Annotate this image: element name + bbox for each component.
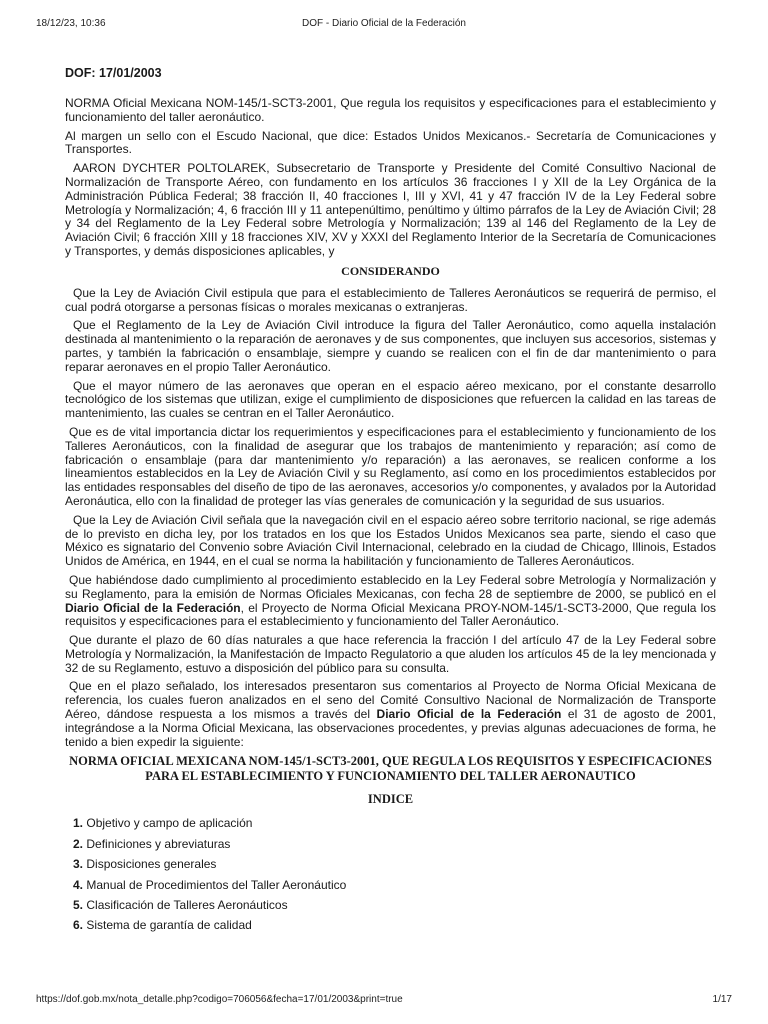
index-item bbox=[73, 919, 716, 933]
signatory-paragraph: AARON DYCHTER POLTOLAREK, Subsecretario de Transporte y Presidente del Comité Consultivo Nacional de Normalización de Transporte Aéreo, con fundamento en los artículos 36 fracciones I y XII de la Ley Orgánica de la Administración Pública Federal; 38 fracción II, 40 fracciones I, III y XVI, 41 y 47 fracción IV de la Ley Federal sobre Metrología y Normalización; 4, 6 fracción III y 11 antepenúltimo, penúltimo y último párrafos de la Ley de Aviación Civil; 28 y 34 del Reglamento de la Ley Federal sobre Metrología y Normalización; 139 al 146 del Reglamento de la Ley de Aviación Civil; 6 fracción XIII y 18 fracciones XIV, XV y XXXI del Reglamento Interior de la Secretaría de Comunicaciones y Transportes, y demás disposiciones aplicables, y bbox=[65, 161, 716, 258]
considerando-paragraph bbox=[65, 680, 716, 749]
index-item bbox=[73, 838, 716, 852]
print-page-title: DOF - Diario Oficial de la Federación bbox=[302, 18, 466, 29]
print-datetime: 18/12/23, 10:36 bbox=[36, 18, 106, 29]
index-label: Clasificación de Talleres Aeronáuticos bbox=[86, 898, 288, 913]
considerando-paragraph: Que es de vital importancia dictar los requerimientos y especificaciones para el establecimiento y funcionamiento de los Talleres Aeronáuticos, con la finalidad de asegurar que los trabajos de mantenimiento y reparación; así como de fabricación o ensamblaje (para dar mantenimiento y/o reparación) a las aeronaves, se realicen conforme a los lineamientos establecidos en la Ley de Aviación Civil y su Reglamento, así como en los procedimientos establecidos por las entidades responsables del diseño de tipo de las aeronaves, accesorios y/o componentes, y avalados por la Autoridad Aeronáutica, ello con la finalidad de proteger las vías generales de comunicación y la seguridad de sus usuarios. bbox=[65, 424, 716, 508]
considerando-paragraph: Que la Ley de Aviación Civil estipula que para el establecimiento de Talleres Aeronáuticos se requerirá de permiso, el cual podrá otorgarse a personas físicas o morales mexicanas o extranjeras. bbox=[65, 285, 716, 314]
index-number: 1. bbox=[73, 816, 84, 831]
index-number: 3. bbox=[73, 857, 84, 872]
dof-reference: Diario Oficial de la Federación bbox=[376, 707, 562, 722]
considerando-heading: CONSIDERANDO bbox=[341, 263, 440, 278]
index-item bbox=[73, 899, 716, 913]
indice-heading: INDICE bbox=[367, 792, 414, 807]
index-label: Definiciones y abreviaturas bbox=[86, 836, 231, 851]
considerando-paragraph: Que el mayor número de las aeronaves que operan en el espacio aéreo mexicano, por el constante desarrollo tecnológico de los sistemas que utilizan, exige el cumplimiento de disposiciones que refuercen la calidad en las tareas de mantenimiento, las cuales se centran en el Taller Aeronáutico. bbox=[65, 378, 716, 421]
considerando-paragraph: Que el Reglamento de la Ley de Aviación Civil introduce la figura del Taller Aeronáutico, como aquella instalación destinada al mantenimiento o la reparación de aeronaves y de sus componentes, que incluyen sus accesorios, sistemas y partes, y también la fabricación o ensamblaje, siempre y cuando se realicen con el fin de dar mantenimiento o para reparar aeronaves en el propio Taller Aeronáutico. bbox=[65, 318, 716, 374]
index-number: 5. bbox=[73, 898, 84, 913]
text-run: el 31 de agosto de 2001, integrándose a la Norma Oficial Mexicana, las observaciones procedentes, y previas algunas adecuaciones de forma, he tenido a bien expedir la siguiente: bbox=[65, 707, 716, 749]
print-url: https://dof.gob.mx/nota_detalle.php?codigo=706056&fecha=17/01/2003&print=true bbox=[36, 994, 403, 1005]
index-label: Objetivo y campo de aplicación bbox=[86, 816, 253, 831]
index-list bbox=[65, 817, 716, 933]
considerando-paragraph: Que durante el plazo de 60 días naturales a que hace referencia la fracción I del artículo 47 de la Ley Federal sobre Metrología y Normalización, la Manifestación de Impacto Regulatorio a que aluden los artículos 45 de la ley mencionada y 32 de su Reglamento, estuvo a disposición del público para su consulta. bbox=[65, 633, 716, 675]
print-footer bbox=[36, 994, 732, 1008]
index-label: Manual de Procedimientos del Taller Aeronáutico bbox=[86, 877, 347, 892]
margin-paragraph: Al margen un sello con el Escudo Nacional, que dice: Estados Unidos Mexicanos.- Secretaría de Comunicaciones y Transportes. bbox=[65, 128, 716, 157]
norma-title-line: NORMA OFICIAL MEXICANA NOM-145/1-SCT3-2001, QUE REGULA LOS REQUISITOS Y ESPECIFICACIONES bbox=[69, 754, 712, 769]
print-header bbox=[36, 18, 732, 32]
index-number: 6. bbox=[73, 918, 84, 933]
text-run: Que en el plazo señalado, los interesados presentaron sus comentarios al Proyecto de Norma Oficial Mexicana de referencia, los cuales fueron analizados en el seno del Comité Consultivo Nacional de Normalización de Transporte Aéreo, dándose respuesta a los mismos a través del bbox=[65, 679, 716, 722]
index-number: 2. bbox=[73, 836, 84, 851]
index-item bbox=[73, 817, 716, 831]
text-run: , el Proyecto de Norma Oficial Mexicana PROY-NOM-145/1-SCT3-2000, Que regula los requisitos y especificaciones para el establecimiento y funcionamiento del Taller Aeronáutico. bbox=[65, 600, 716, 629]
index-label: Sistema de garantía de calidad bbox=[86, 918, 252, 933]
index-item bbox=[73, 879, 716, 893]
page-number: 1/17 bbox=[712, 994, 732, 1005]
index-label: Disposiciones generales bbox=[86, 857, 217, 872]
index-number: 4. bbox=[73, 877, 84, 892]
dof-date: DOF: 17/01/2003 bbox=[65, 66, 162, 80]
dof-reference: Diario Oficial de la Federación bbox=[65, 600, 241, 615]
considerando-paragraph: Que la Ley de Aviación Civil señala que la navegación civil en el espacio aéreo sobre territorio nacional, se rige además de lo previsto en dicha ley, por los tratados en los que los Estados Unidos Mexicanos sea parte, siendo el caso que México es signatario del Convenio sobre Aviación Civil Internacional, celebrado en la ciudad de Chicago, Illinois, Estados Unidos de América, en 1944, en el cual se norma la habilitación y funcionamiento de Talleres Aeronáuticos. bbox=[65, 512, 716, 569]
norma-title bbox=[65, 754, 716, 784]
document-body bbox=[65, 66, 716, 940]
text-run: Que habiéndose dado cumplimiento al procedimiento establecido en la Ley Federal sobre Metrología y Normalización y su Reglamento, para la emisión de Normas Oficiales Mexicanas, con fecha 28 de septiembre de 2000, se publicó en el bbox=[65, 572, 716, 601]
norma-title-line: PARA EL ESTABLECIMIENTO Y FUNCIONAMIENTO DEL TALLER AERONAUTICO bbox=[145, 769, 636, 784]
index-item bbox=[73, 858, 716, 872]
considerando-paragraph bbox=[65, 574, 716, 629]
intro-paragraph: NORMA Oficial Mexicana NOM-145/1-SCT3-2001, Que regula los requisitos y especificaciones para el establecimiento y funcionamiento del taller aeronáutico. bbox=[65, 96, 716, 124]
